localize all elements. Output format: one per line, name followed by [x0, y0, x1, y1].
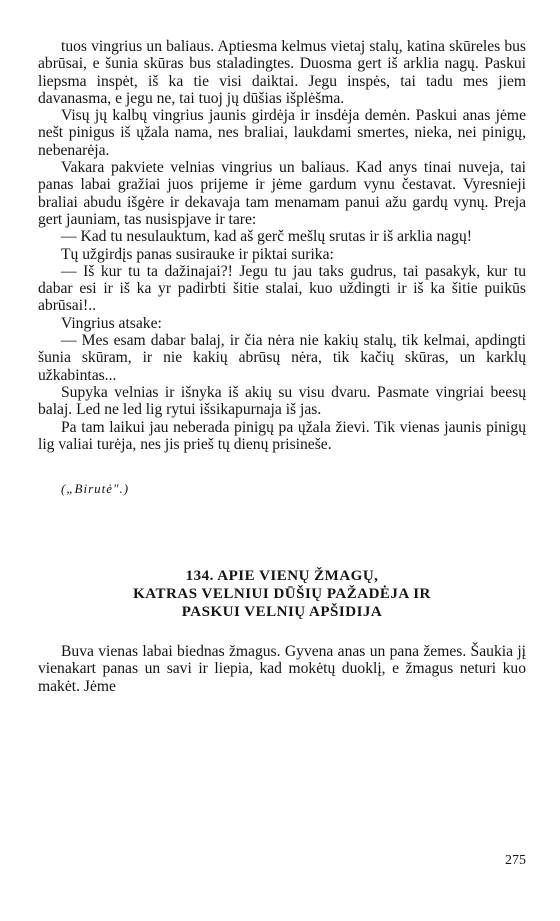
paragraph: Supyka velnias ir išnyka iš akių su visu dvaru. Pasmate vingriai beesų balaj. Led ne led lig rytui išsikapurnaja iš jas. [38, 383, 526, 419]
document-page [38, 38, 526, 695]
source-citation: („Birutė".) [61, 481, 130, 497]
paragraph: Pa tam laikui jau neberada pinigų pa ųžala žievi. Tik vienas jaunis pinigų lig valiai turėja, nes jis prieš tų dienų prisineše. [38, 418, 526, 453]
dialogue-line: — Kad tu nesulauktum, kad aš gerč mešlų srutas ir iš arklia nagų! [61, 228, 472, 246]
paragraph: Buva vienas labai biednas žmagus. Gyvena anas un pana žemes. Šaukia jį vienakart panas un savi ir liepia, kad mokėtų duoklį, e žmagus neturi kuo makėt. Jėme [38, 643, 526, 695]
paragraph: Vakara pakviete velnias vingrius un baliaus. Kad anys tinai nuveja, tai panas labai gražiai juos prijeme ir jėme gardum vynu čestavat. Vyresnieji braliai abudu išgėre ir dekavaja tam menamam panui ažu gardų vynų. Preja gert jauniam, tas nusispjave ir tare: [38, 159, 526, 228]
paragraph: Vingrius atsake: [61, 314, 162, 332]
paragraph: Visų jų kalbų vingrius jaunis girdėja ir insdėja demėn. Paskui anas jėme nešt pinigus iš ųžala nama, nes braliai, laukdami smertes, nieka, nei pinigų, nebenarėja. [38, 107, 526, 159]
section-heading [38, 567, 526, 621]
heading-line: PASKUI VELNIŲ APŠIDIJA [181, 604, 383, 621]
dialogue-line: — Iš kur tu ta dažinajai?! Jegu tu jau taks gudrus, tai pasakyk, kur tu dabar esi ir iš ka yr padirbti šitie stalai, kuo uždingti ir iš ka šitie puikūs abrūsai!.. [38, 262, 526, 315]
heading-line: KATRAS VELNIUI DŪŠIŲ PAŽADĖJA IR [133, 586, 431, 603]
page-number: 275 [505, 853, 526, 868]
dialogue-line: — Mes esam dabar balaj, ir čia nėra nie kakių stalų, tik kelmai, apdingti šunia skūram, ir nie kakių abrūsų nėra, tik kačių skūras, un karklų užkabintas... [38, 332, 526, 384]
story-body [38, 643, 526, 695]
paragraph: tuos vingrius un baliaus. Aptiesma kelmus vietaj stalų, katina skūreles bus abrūsai, e šunia skūras bus staladingtes. Duosma gert iš arklia nagų. Paskui liepsma inspėt, iš ka tie visi daiktai. Jegu inspės, tai tadu mes jiem davanasma, e jegu ne, tai tuoj jų dūšias išplėšma. [38, 38, 526, 107]
heading-line: 134. APIE VIENŲ ŽMAGŲ, [185, 568, 379, 585]
paragraph: Tų užgirdįs panas susirauke ir piktai surika: [61, 245, 334, 263]
